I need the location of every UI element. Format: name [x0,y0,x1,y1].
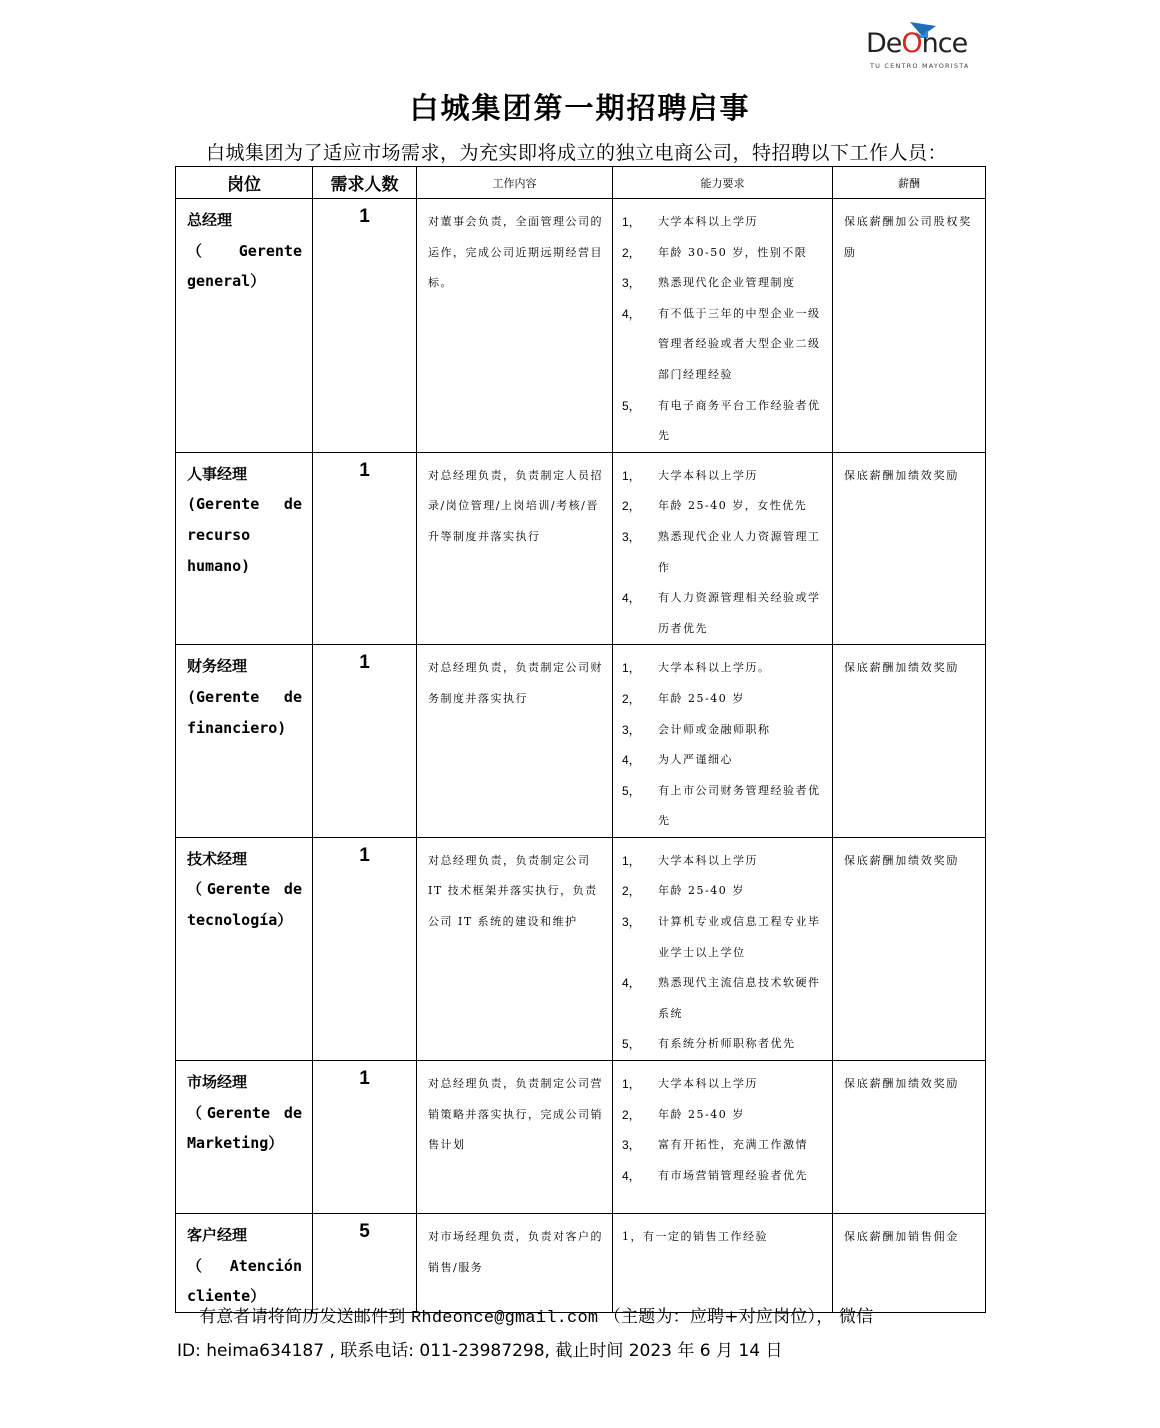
salary-cell: 保底薪酬加绩效奖励 [833,837,986,1060]
requirement-item: 5， 有上市公司财务管理经验者优先 [622,783,821,828]
table-header-row [176,167,986,199]
requirement-item: 3， 富有开拓性，充满工作激情 [622,1138,808,1153]
requirement-item: 4， 有不低于三年的中型企业一级管理者经验或者大型企业二级部门经理经验 [622,306,821,381]
requirement-item: 1， 大学本科以上学历 [622,853,758,868]
requirement-item: 1，有一定的销售工作经验 [622,1230,768,1244]
table-row [176,199,986,453]
deonce-logo [866,20,986,72]
table-row [176,452,986,645]
requirements-cell [613,1214,833,1313]
intro-paragraph: 白城集团为了适应市场需求，为充实即将成立的独立电商公司，特招聘以下工作人员： [206,142,948,164]
headcount-cell: 5 [313,1214,417,1313]
headcount-cell: 1 [313,1061,417,1214]
recruitment-table [175,166,986,1313]
email-address: Rhdeonce@gmail.com [411,1309,599,1328]
duties-cell: 对总经理负责，负责制定公司财务制度并落实执行 [417,645,613,838]
contact-line-2: ID: heima634187 , 联系电话: 011-23987298, 截止时间 2023 年 6 月 14 日 [177,1341,783,1361]
salary-cell: 保底薪酬加绩效奖励 [833,1061,986,1214]
requirement-item: 5， 有系统分析师职称者优先 [622,1037,796,1052]
requirement-item: 2， 年龄 30-50 岁，性别不限 [622,245,808,260]
duties-cell: 对总经理负责，负责制定公司营销策略并落实执行，完成公司销售计划 [417,1061,613,1214]
requirement-item: 2， 年龄 25-40 岁，女性优先 [622,499,808,514]
logo-wordmark: DeOnce [866,28,968,59]
header-count: 需求人数 [313,167,417,199]
duties-cell: 对市场经理负责，负责对客户的销售/服务 [417,1214,613,1313]
duties-cell: 对董事会负责，全面管理公司的运作，完成公司近期远期经营目标。 [417,199,613,453]
requirements-cell [613,837,833,1060]
position-cell: 市场经理 （Gerente de Marketing） [176,1061,313,1214]
requirement-item: 1， 大学本科以上学历。 [622,661,771,676]
requirement-item: 2， 年龄 25-40 岁 [622,1107,745,1122]
position-cell: 人事经理 (Gerente de recurso humano) [176,452,313,645]
requirement-item: 1， 大学本科以上学历 [622,468,758,483]
position-cell: 财务经理 (Gerente de financiero) [176,645,313,838]
table-row [176,645,986,838]
requirement-item: 5， 有电子商务平台工作经验者优先 [622,398,821,443]
requirements-cell [613,1061,833,1214]
table-row [176,1214,986,1313]
requirements-cell [613,199,833,453]
position-cell: 技术经理 （Gerente de tecnología） [176,837,313,1060]
duties-cell: 对总经理负责，负责制定人员招录/岗位管理/上岗培训/考核/晋升等制度并落实执行 [417,452,613,645]
contact-footer [177,1301,987,1367]
requirement-item: 4， 有市场营销管理经验者优先 [622,1168,808,1183]
headcount-cell: 1 [313,199,417,453]
requirement-item: 2， 年龄 25-40 岁 [622,691,745,706]
page-title: 白城集团第一期招聘启事 [409,91,751,125]
requirement-item: 3， 熟悉现代企业人力资源管理工作 [622,529,821,574]
logo-tagline: TU CENTRO MAYORISTA [870,62,970,70]
salary-cell: 保底薪酬加绩效奖励 [833,645,986,838]
requirement-item: 2， 年龄 25-40 岁 [622,884,745,899]
header-requirements: 能力要求 [613,167,833,199]
requirement-item: 4， 有人力资源管理相关经验或学历者优先 [622,591,821,635]
duties-cell: 对总经理负责，负责制定公司 IT 技术框架并落实执行，负责公司 IT 系统的建设和维护 [417,837,613,1060]
salary-cell: 保底薪酬加绩效奖励 [833,452,986,645]
contact-line-1: 有意者请将简历发送邮件到 Rhdeonce@gmail.com （主题为：应聘+对应岗位）， 微信 [199,1307,874,1328]
requirement-item: 4， 为人严谨细心 [622,753,733,768]
requirement-item: 3， 计算机专业或信息工程专业毕业学士以上学位 [622,915,821,959]
table-row [176,837,986,1060]
requirements-cell [613,452,833,645]
requirement-item: 3， 熟悉现代化企业管理制度 [622,276,796,291]
requirement-item: 1， 大学本科以上学历 [622,215,758,229]
requirement-item: 1， 大学本科以上学历 [622,1077,758,1092]
headcount-cell: 1 [313,645,417,838]
requirement-item: 4， 熟悉现代主流信息技术软硬件系统 [622,976,821,1020]
requirement-item: 3， 会计师或金融师职称 [622,722,771,737]
position-cell: 客户经理 （ Atención cliente） [176,1214,313,1313]
headcount-cell: 1 [313,837,417,1060]
headcount-cell: 1 [313,452,417,645]
position-cell: 总经理 （ Gerente general） [176,199,313,453]
header-duties: 工作内容 [417,167,613,199]
header-salary: 薪酬 [833,167,986,199]
salary-cell: 保底薪酬加公司股权奖励 [833,199,986,453]
table-row [176,1061,986,1214]
salary-cell: 保底薪酬加销售佣金 [833,1214,986,1313]
header-position: 岗位 [176,167,313,199]
requirements-cell [613,645,833,838]
